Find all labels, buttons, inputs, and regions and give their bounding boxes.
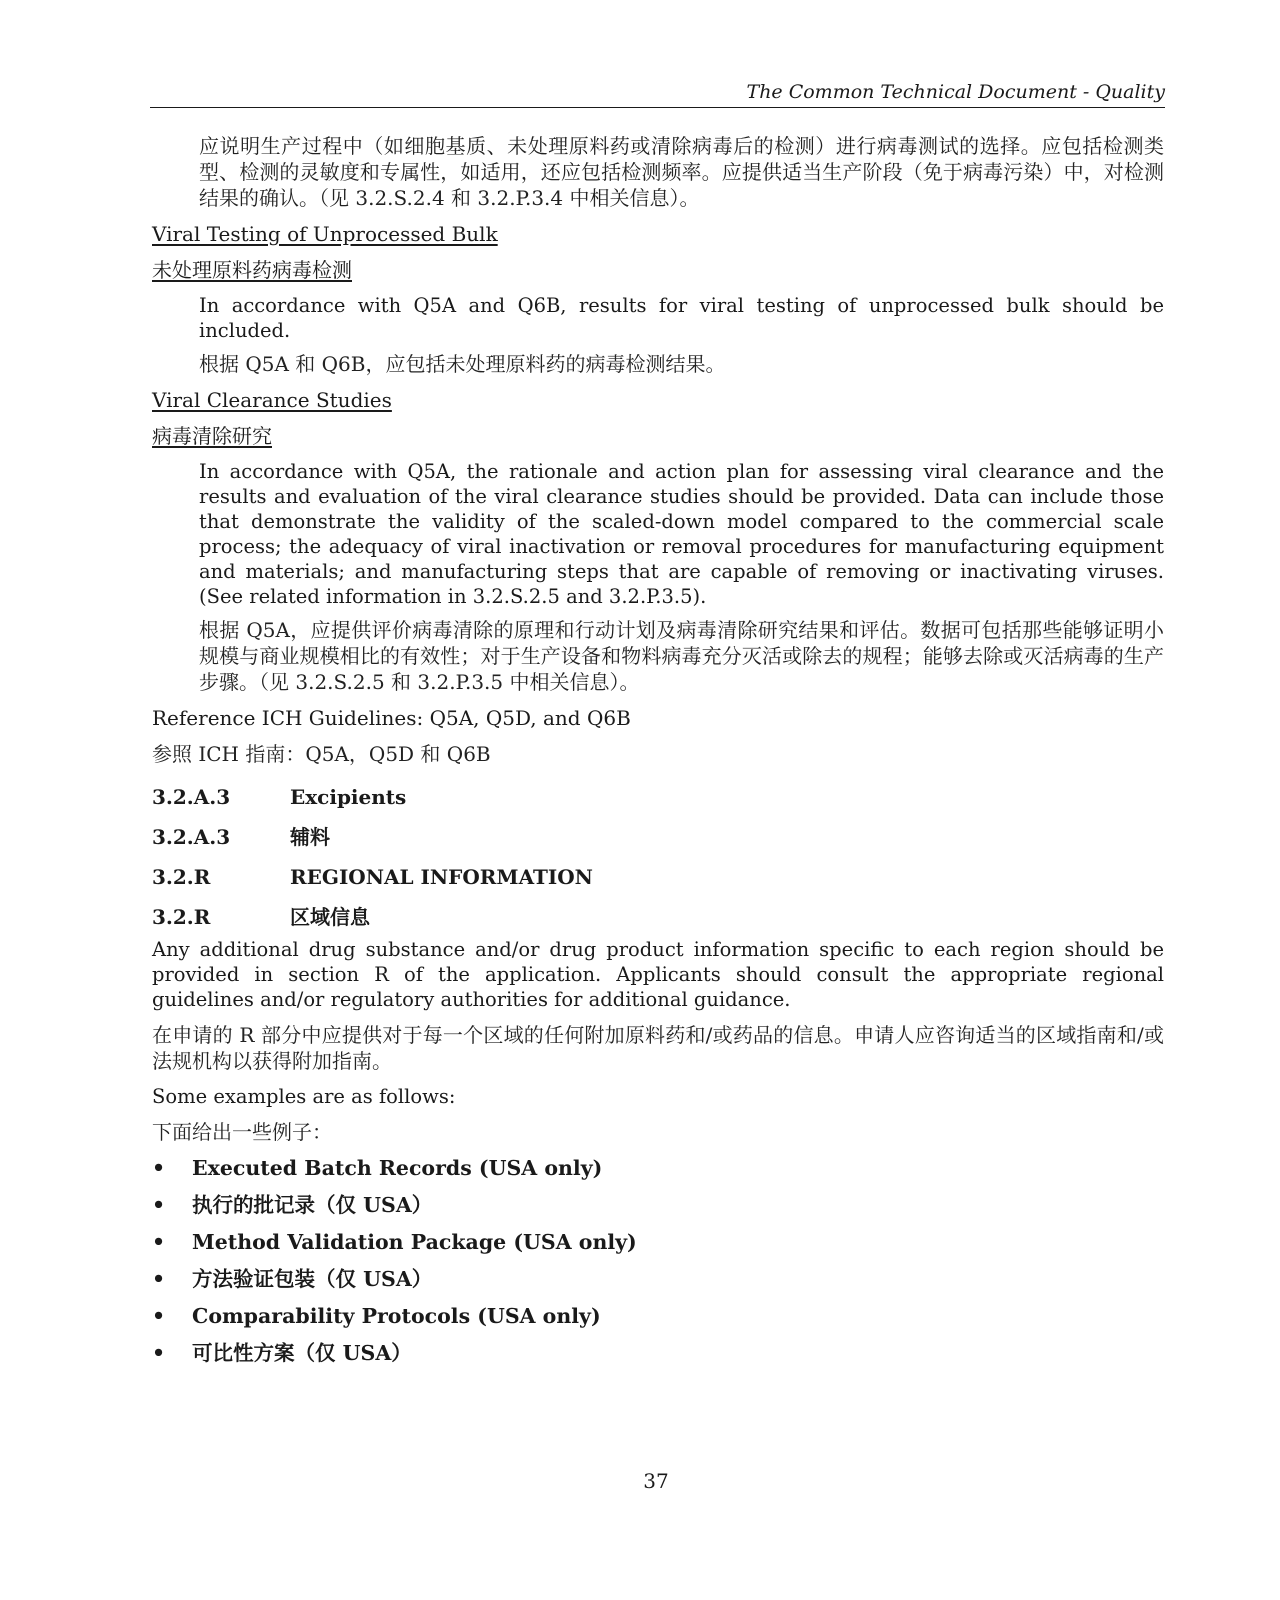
section-excipients-zh: [152, 823, 1164, 851]
viral-testing-text-zh: 根据 Q5A 和 Q6B，应包括未处理原料药的病毒检测结果。: [199, 352, 726, 376]
list-item-text: Comparability Protocols (USA only): [192, 1304, 601, 1328]
list-item: [152, 1302, 1164, 1330]
bullet-icon: •: [152, 1341, 166, 1365]
reference-guidelines-en: Reference ICH Guidelines: Q5A, Q5D, and Q6B: [152, 706, 631, 730]
list-item: [152, 1228, 1164, 1256]
list-item: [152, 1154, 1164, 1182]
list-item-text: 方法验证包装（仅 USA）: [192, 1267, 433, 1291]
examples-intro-zh: 下面给出一些例子：: [152, 1120, 332, 1144]
reference-guidelines-zh: 参照 ICH 指南：Q5A，Q5D 和 Q6B: [152, 742, 491, 766]
regional-examples-list: [152, 1154, 1164, 1367]
running-header: The Common Technical Document - Quality: [746, 81, 1165, 103]
viral-clearance-heading-zh: 病毒清除研究: [152, 424, 272, 448]
intro-paragraph-zh: 应说明生产过程中（如细胞基质、未处理原料药或清除病毒后的检测）进行病毒测试的选择。应包括检测类型、检测的灵敏度和专属性，如适用，还应包括检测频率。应提供适当生产阶段（免于病毒污染）中，对检测结果的确认。（见 3.2.S.2.4 和 3.2.P.3.4 中相关信息）。: [199, 134, 1164, 210]
bullet-icon: •: [152, 1156, 166, 1180]
bullet-icon: •: [152, 1304, 166, 1328]
bullet-icon: •: [152, 1230, 166, 1254]
bullet-icon: •: [152, 1267, 166, 1291]
section-regional-zh: [152, 903, 1164, 931]
list-item: [152, 1191, 1164, 1219]
section-title: REGIONAL INFORMATION: [290, 865, 593, 889]
regional-text-zh: 在申请的 R 部分中应提供对于每一个区域的任何附加原料药和/或药品的信息。申请人应咨询适当的区域指南和/或法规机构以获得附加指南。: [152, 1023, 1164, 1073]
header-rule: [150, 107, 1165, 108]
viral-testing-heading-zh: 未处理原料药病毒检测: [152, 258, 352, 282]
section-title: 区域信息: [290, 905, 370, 929]
viral-testing-text-en: In accordance with Q5A and Q6B, results for viral testing of unprocessed bulk should be included.: [199, 294, 1164, 342]
page-body: [152, 133, 1164, 1367]
section-number: 3.2.A.3: [152, 785, 231, 809]
viral-clearance-text-zh: 根据 Q5A，应提供评价病毒清除的原理和行动计划及病毒清除研究结果和评估。数据可包括那些能够证明小规模与商业规模相比的有效性；对于生产设备和物料病毒充分灭活或除去的规程；能够去除或灭活病毒的生产步骤。（见 3.2.S.2.5 和 3.2.P.3.5 中相关信息）。: [199, 618, 1164, 694]
section-excipients-en: [152, 783, 1164, 811]
regional-text-en: Any additional drug substance and/or drug product information specific to each region should be provided in section R of the application. Applicants should consult the appropriate regional guidelines and/or regulatory authorities for additional guidance.: [152, 938, 1164, 1011]
list-item-text: Method Validation Package (USA only): [192, 1230, 637, 1254]
bullet-icon: •: [152, 1193, 166, 1217]
list-item: [152, 1339, 1164, 1367]
list-item-text: 可比性方案（仅 USA）: [192, 1341, 412, 1365]
list-item-text: Executed Batch Records (USA only): [192, 1156, 603, 1180]
section-number: 3.2.R: [152, 905, 211, 929]
examples-intro-en: Some examples are as follows:: [152, 1085, 456, 1108]
viral-clearance-text-en: In accordance with Q5A, the rationale and action plan for assessing viral clearance and the results and evaluation of the viral clearance studies should be provided. Data can include those that demonstrate the validity of the scaled-down model compared to the commercial scale process; the adequacy of viral inactivation or removal procedures for manufacturing equipment and materials; and manufacturing steps that are capable of removing or inactivating viruses. (See related information in 3.2.S.2.5 and 3.2.P.3.5).: [199, 460, 1164, 608]
section-title: Excipients: [290, 785, 407, 809]
viral-clearance-heading-en: Viral Clearance Studies: [152, 388, 392, 412]
page-number: 37: [643, 1469, 669, 1493]
section-title: 辅料: [290, 825, 330, 849]
section-regional-en: [152, 863, 1164, 891]
list-item: [152, 1265, 1164, 1293]
section-number: 3.2.A.3: [152, 825, 231, 849]
viral-testing-heading-en: Viral Testing of Unprocessed Bulk: [152, 222, 498, 246]
section-number: 3.2.R: [152, 865, 211, 889]
list-item-text: 执行的批记录（仅 USA）: [192, 1193, 433, 1217]
